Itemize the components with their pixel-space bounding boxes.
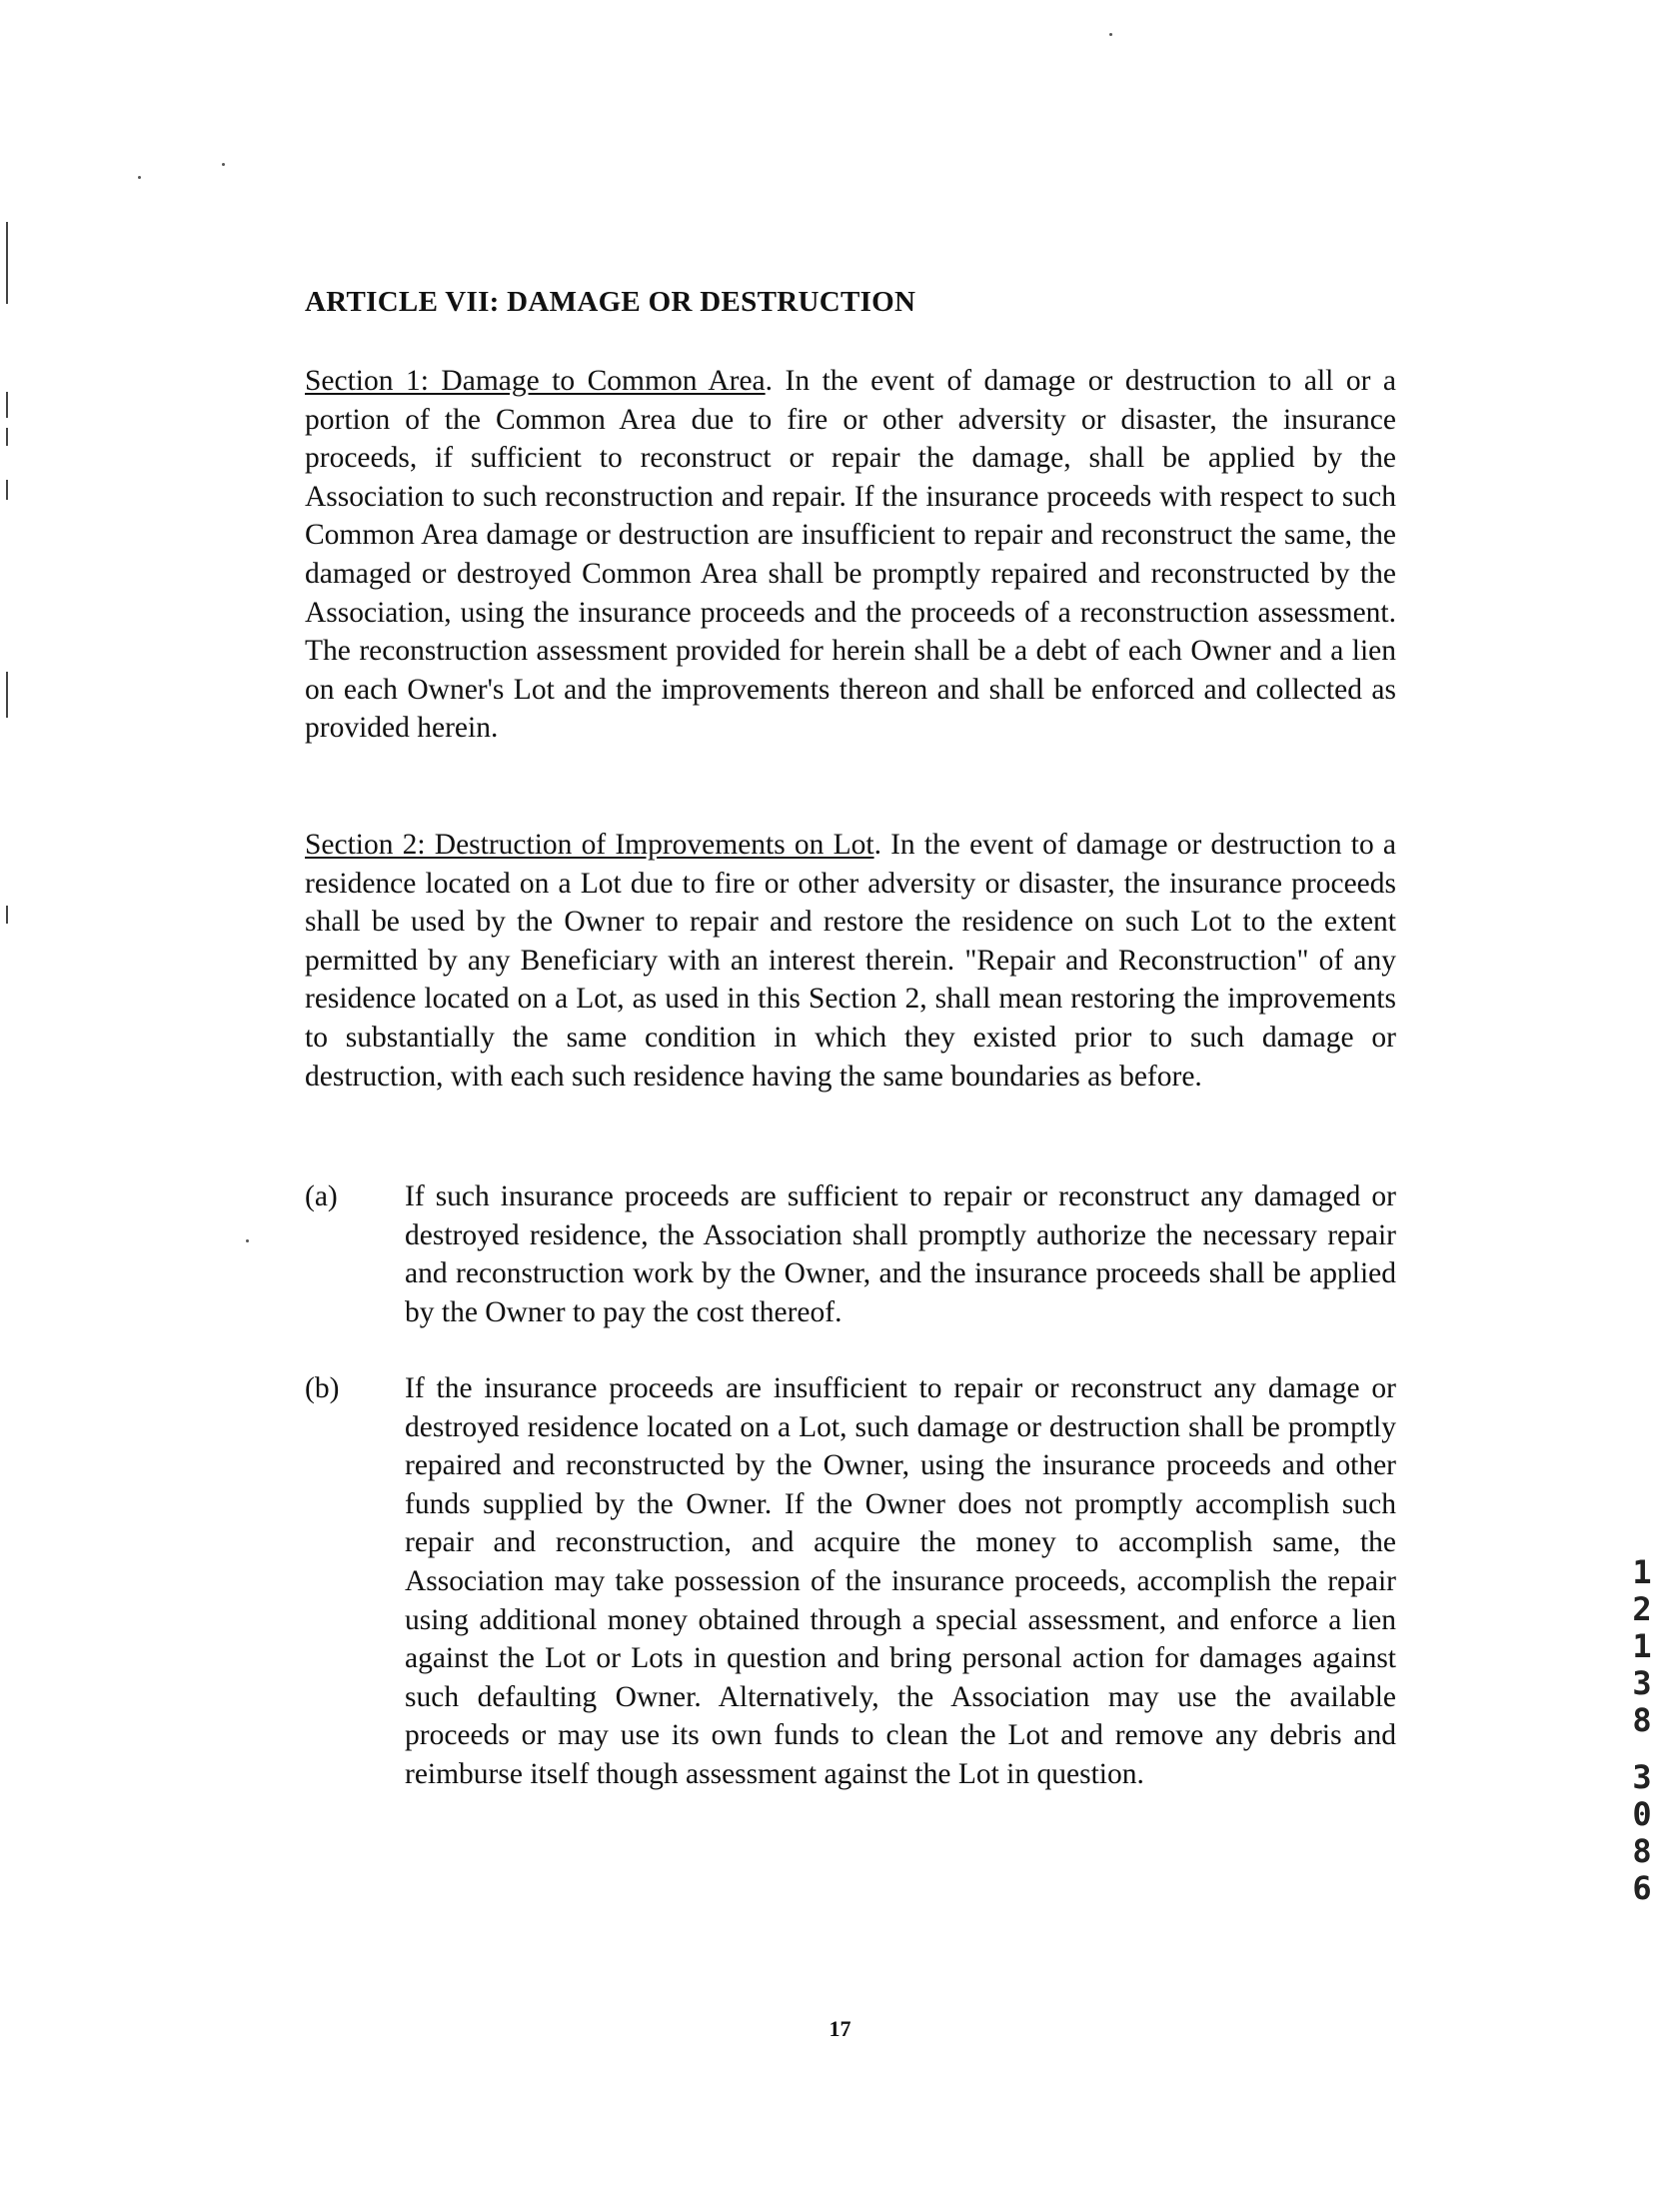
- list-item-a: [305, 1177, 1396, 1331]
- scan-speck: [138, 176, 141, 179]
- stamp-digit: 1: [1632, 1553, 1652, 1591]
- stamp-gap: [1627, 1739, 1657, 1759]
- scan-margin-mark: [6, 428, 8, 446]
- stamp-digit: 8: [1632, 1701, 1652, 1739]
- list-item-text: If such insurance proceeds are sufficient to repair or reconstruct any damaged or destroyed residence, the Association shall promptly authorize the necessary repair and reconstruction work by the Owner, and the insurance proceeds shall be applied by the Owner to pay the cost thereof.: [405, 1180, 1396, 1328]
- stamp-digit: 1: [1632, 1627, 1652, 1665]
- stamp-digit: 2: [1632, 1590, 1652, 1628]
- scan-speck: [1109, 33, 1112, 36]
- scan-margin-mark: [6, 222, 8, 304]
- list-item-label: (a): [305, 1180, 338, 1212]
- section-1-title: Section 1: Damage to Common Area: [305, 365, 766, 397]
- stamp-digit: 3: [1632, 1664, 1652, 1702]
- section-1-paragraph: [305, 362, 1396, 748]
- list-item-label: (b): [305, 1372, 340, 1404]
- scan-margin-mark: [6, 906, 8, 924]
- stamp-digit: 8: [1632, 1832, 1652, 1870]
- list-item-b: [305, 1369, 1396, 1794]
- page-number: 17: [829, 2016, 851, 2041]
- article-heading: ARTICLE VII: DAMAGE OR DESTRUCTION: [305, 286, 916, 318]
- stamp-digit: 3: [1632, 1758, 1652, 1796]
- section-2-body: . In the event of damage or destruction to a residence located on a Lot due to fire or other adversity or disaster, the insurance proceeds shall be used by the Owner to repair and restore the residence on such Lot to the extent permitted by any Beneficiary with an interest therein. "Repair and Reconstruction" of any residence located on a Lot, as used in this Section 2, shall mean restoring the improvements to substantially the same condition in which they existed prior to such damage or destruction, with each such residence having the same boundaries as before.: [305, 829, 1396, 1093]
- section-1-body: . In the event of damage or destruction to all or a portion of the Common Area due to fire or other adversity or disaster, the insurance proceeds, if sufficient to reconstruct or repair the damage, shall be applied by the Association to such reconstruction and repair. If the insurance proceeds with respect to such Common Area damage or destruction are insufficient to repair and reconstruct the same, the damaged or destroyed Common Area shall be promptly repaired and reconstructed by the Association, using the insurance proceeds and the proceeds of a reconstruction assessment. The reconstruction assessment provided for herein shall be a debt of each Owner and a lien on each Owner's Lot and the improvements thereon and shall be enforced and collected as provided herein.: [305, 365, 1396, 745]
- stamp-digit: 6: [1632, 1869, 1652, 1907]
- list-item-text: If the insurance proceeds are insufficient to repair or reconstruct any damage or destroyed residence located on a Lot, such damage or destruction shall be promptly repaired and reconstructed by the Owner, using the insurance proceeds and other funds supplied by the Owner. If the Owner does not promptly accomplish such repair and reconstruction, and acquire the money to accomplish same, the Association may take possession of the insurance proceeds, accomplish the repair using additional money obtained through a special assessment, and enforce a lien against the Lot or Lots in question and bring personal action for damages against such defaulting Owner. Alternatively, the Association may use the available proceeds or may use its own funds to clean the Lot and remove any debris and reimburse itself though assessment against the Lot in question.: [405, 1372, 1396, 1790]
- stamp-digit: 0: [1632, 1795, 1652, 1833]
- recording-stamp-number: [1627, 1554, 1657, 1907]
- scan-margin-mark: [6, 392, 8, 418]
- scan-speck: [222, 163, 225, 166]
- scan-speck: [246, 1239, 249, 1242]
- scan-margin-mark: [6, 480, 8, 500]
- scan-margin-mark: [6, 672, 8, 718]
- section-2-title: Section 2: Destruction of Improvements on Lot: [305, 829, 874, 861]
- section-2-paragraph: [305, 826, 1396, 1096]
